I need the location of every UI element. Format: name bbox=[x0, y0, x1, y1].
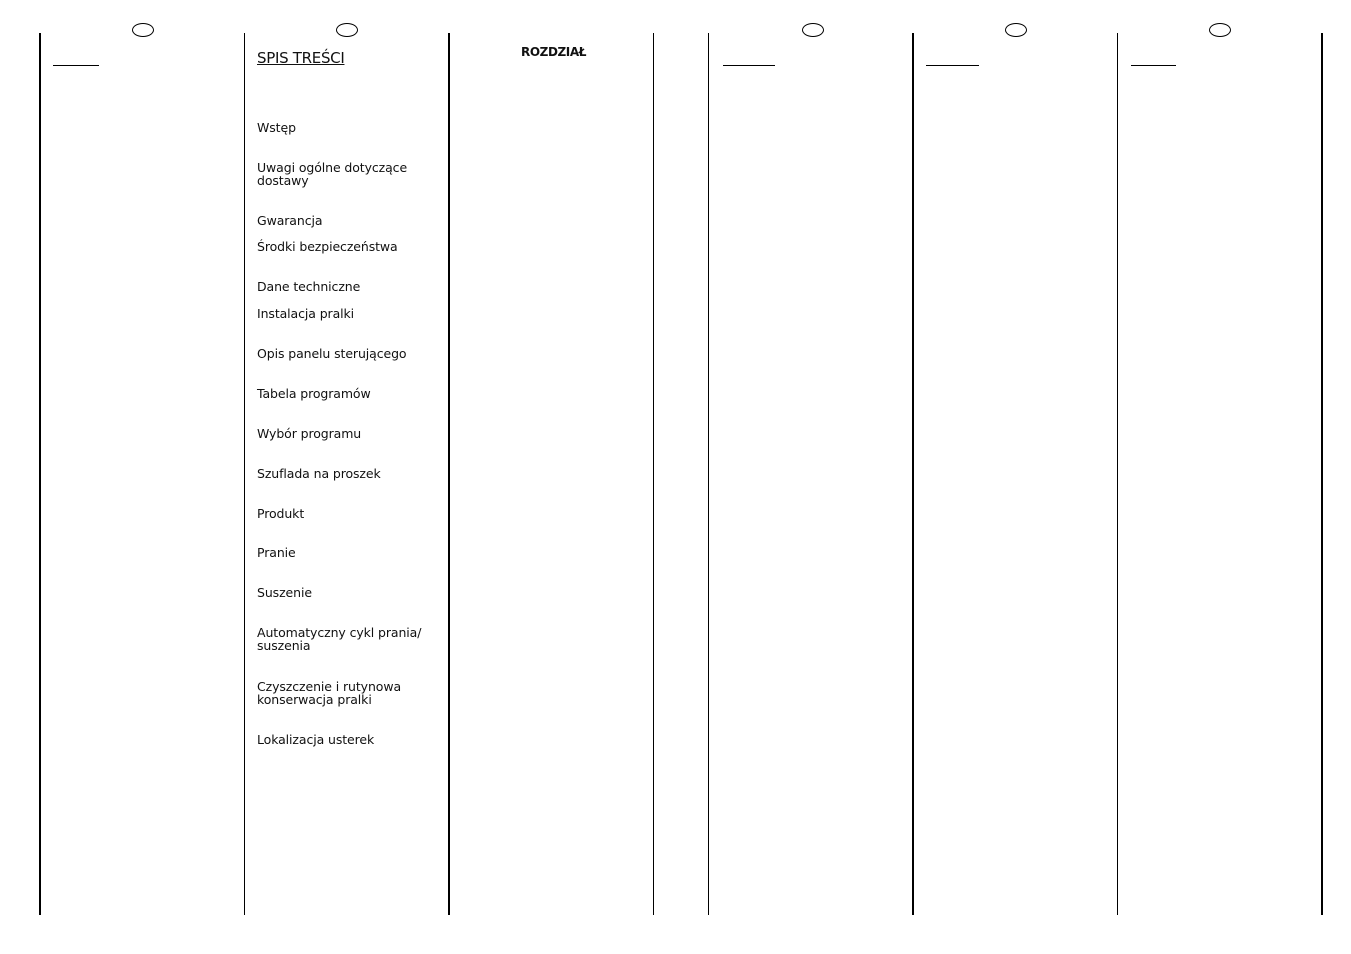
toc-item: Uwagi ogólne dotyczące dostawy bbox=[257, 160, 408, 188]
language-oval-icon bbox=[336, 23, 358, 37]
toc-item: Automatyczny cykl prania/ suszenia bbox=[257, 625, 422, 653]
language-oval-icon bbox=[1209, 23, 1231, 37]
title-underline bbox=[1131, 65, 1176, 66]
toc-item: Wstęp bbox=[257, 120, 296, 135]
toc-item: Lokalizacja usterek bbox=[257, 732, 375, 747]
toc-title: SPIS TREŚCI bbox=[257, 49, 345, 67]
column-rule bbox=[912, 33, 914, 915]
column-rule bbox=[653, 33, 654, 915]
column-rule bbox=[1321, 33, 1323, 915]
toc-item: Wybór programu bbox=[257, 426, 362, 441]
toc-item: Szuflada na proszek bbox=[257, 466, 381, 481]
toc-item: Suszenie bbox=[257, 585, 312, 600]
language-oval-icon bbox=[132, 23, 154, 37]
toc-item: Środki bezpieczeństwa bbox=[257, 239, 398, 254]
column-rule bbox=[708, 33, 709, 915]
toc-item: Opis panelu sterującego bbox=[257, 346, 407, 361]
toc-item: Instalacja pralki bbox=[257, 306, 355, 321]
column-rule bbox=[1117, 33, 1118, 915]
title-underline bbox=[926, 65, 979, 66]
toc-item: Czyszczenie i rutynowa konserwacja pralki bbox=[257, 679, 402, 707]
toc-item: Dane techniczne bbox=[257, 279, 361, 294]
title-underline bbox=[723, 65, 775, 66]
column-rule bbox=[448, 33, 450, 915]
column-rule bbox=[244, 33, 245, 915]
chapter-header: ROZDZIAŁ bbox=[521, 45, 587, 59]
column-rule bbox=[39, 33, 41, 915]
toc-item: Tabela programów bbox=[257, 386, 371, 401]
language-oval-icon bbox=[1005, 23, 1027, 37]
language-oval-icon bbox=[802, 23, 824, 37]
toc-item: Pranie bbox=[257, 545, 296, 560]
toc-item: Gwarancja bbox=[257, 213, 323, 228]
toc-item: Produkt bbox=[257, 506, 305, 521]
title-underline bbox=[53, 65, 99, 66]
